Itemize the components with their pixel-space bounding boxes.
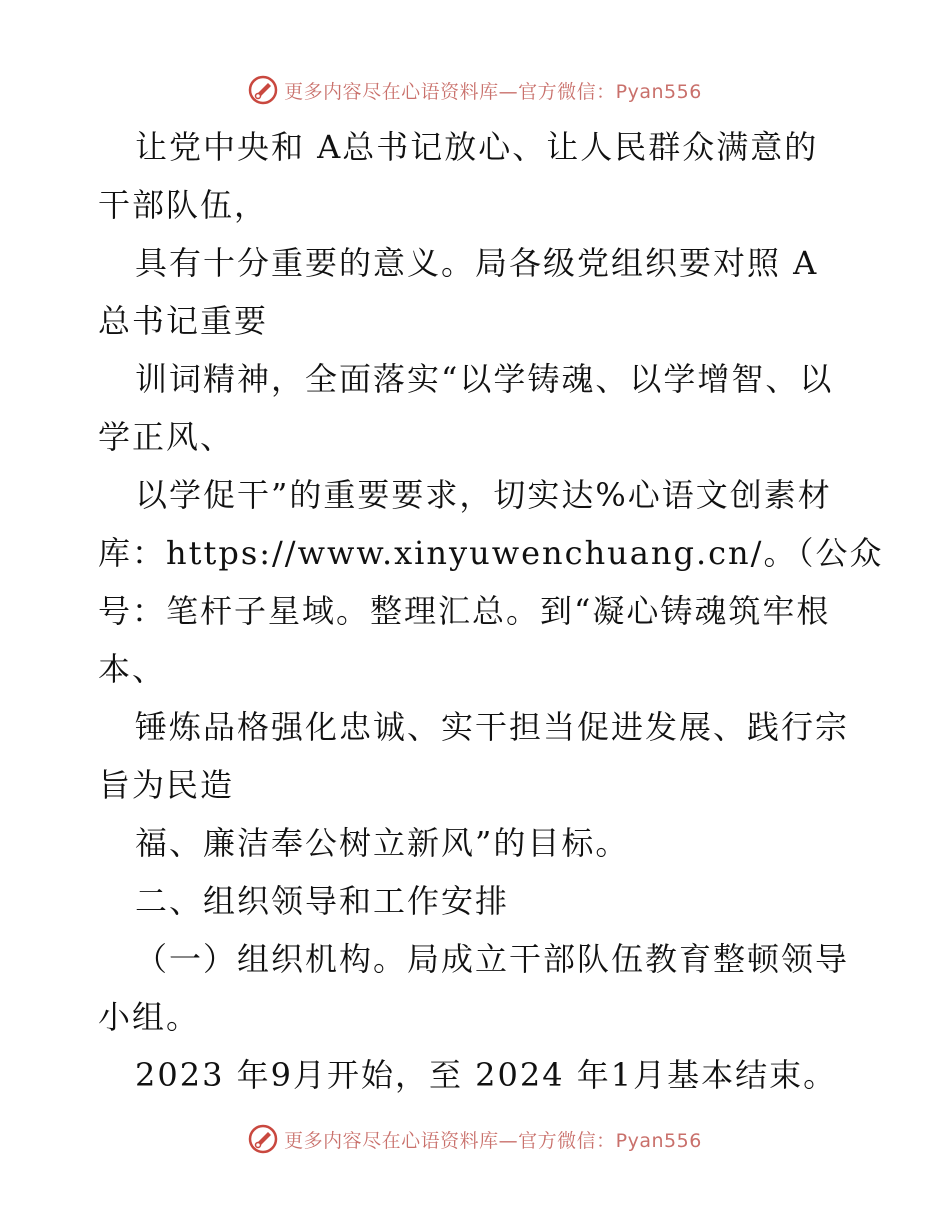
header-watermark (0, 73, 950, 107)
text-line: （一）组织机构。局成立干部队伍教育整顿领导 (135, 940, 850, 978)
text-line: 号：笔杆子星域。整理汇总。到“凝心铸魂筑牢根 (98, 592, 831, 630)
text-line: 以学促干”的重要要求，切实达%心语文创素材 (135, 476, 832, 514)
text-line: 训词精神，全面落实“以学铸魂、以学增智、以 (135, 360, 834, 398)
text-line: 福、廉洁奉公树立新风”的目标。 (135, 824, 630, 862)
logo-icon (248, 1124, 278, 1154)
text-line: 本、 (98, 650, 167, 688)
text-line: 学正风、 (98, 418, 235, 456)
document-body (98, 118, 884, 1104)
text-line: 二、组织领导和工作安排 (135, 882, 510, 920)
text-line: 锤炼品格强化忠诚、实干担当促进发展、践行宗 (135, 708, 850, 746)
text-line: 让党中央和 A总书记放心、让人民群众满意的 (135, 128, 819, 166)
text-line: 干部队伍， (98, 186, 269, 224)
watermark-text: 更多内容尽在心语资料库—官方微信：Pyan556 (284, 80, 702, 103)
watermark-text: 更多内容尽在心语资料库—官方微信：Pyan556 (284, 1129, 702, 1152)
text-line: 库：https://www.xinyuwenchuang.cn/。（公众 (98, 534, 884, 572)
text-line: 2023 年9月开始，至 2024 年1月基本结束。 (135, 1056, 838, 1094)
text-line: 小组。 (98, 998, 201, 1036)
logo-icon (248, 75, 278, 105)
text-line: 旨为民造 (98, 766, 235, 804)
footer-watermark (0, 1122, 950, 1156)
text-line: 具有十分重要的意义。局各级党组织要对照 A (135, 244, 819, 282)
text-line: 总书记重要 (98, 302, 269, 340)
